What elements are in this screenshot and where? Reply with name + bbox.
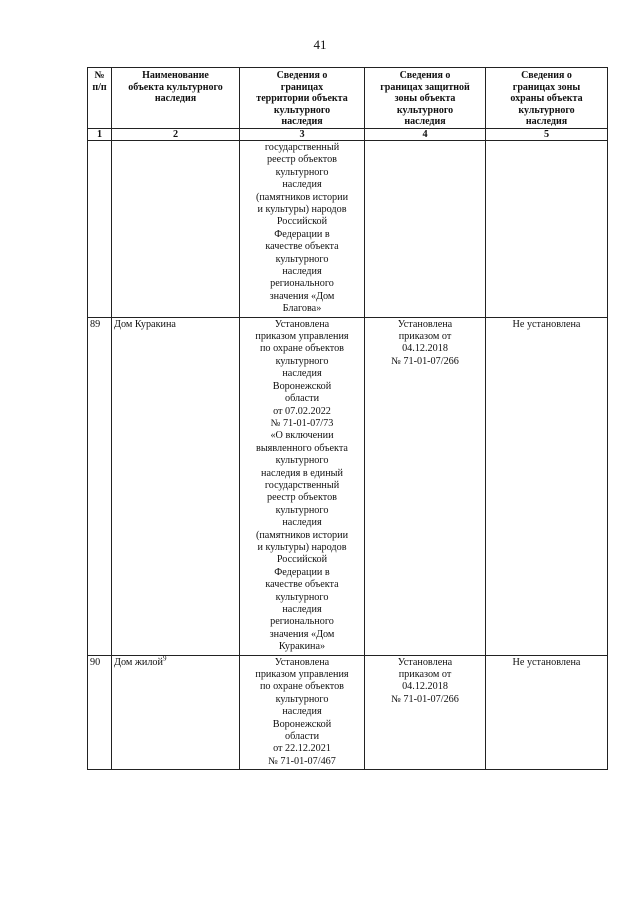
protective-zone-boundaries: [365, 140, 486, 317]
table-row: [88, 655, 608, 770]
object-name-text: Дом Куракина: [114, 318, 176, 330]
footnote-marker: 9: [162, 654, 167, 663]
row-number: [88, 140, 112, 317]
protective-zone-boundaries: Установлена приказом от 04.12.2018 № 71-01-07/266: [365, 655, 486, 770]
table-row: [88, 140, 608, 317]
territory-boundaries: государственный реестр объектов культурного наследия (памятников истории и культуры) народов Российской Федерации в качестве объекта культурного наследия регионального значения «Дом Благова»: [240, 140, 365, 317]
header-object-name: Наименование объекта культурного наследия: [112, 68, 240, 129]
column-number-row: [88, 128, 608, 140]
header-protective-zone-boundaries: Сведения о границах защитной зоны объекта культурного наследия: [365, 68, 486, 129]
object-name: [112, 140, 240, 317]
heritage-objects-table: [87, 67, 608, 770]
row-number: 90: [88, 655, 112, 770]
object-name-text: Дом жилой: [114, 656, 163, 668]
territory-boundaries: Установлена приказом управления по охране объектов культурного наследия Воронежской области от 07.02.2022 № 71-01-07/73 «О включении выявленного объекта культурного наследия в единый государственный реестр объектов культурного наследия (памятников истории и культуры) народов Российской Федерации в качестве объекта культурного наследия регионального значения «Дом Куракина»: [240, 317, 365, 655]
header-protection-zone-boundaries: Сведения о границах зоны охраны объекта культурного наследия: [486, 68, 608, 129]
protection-zone-boundaries: Не установлена: [486, 655, 608, 770]
column-number: 2: [112, 128, 240, 140]
table-header-row: [88, 68, 608, 129]
territory-boundaries: Установлена приказом управления по охране объектов культурного наследия Воронежской области от 22.12.2021 № 71-01-07/467: [240, 655, 365, 770]
row-number: 89: [88, 317, 112, 655]
page-number: 41: [313, 37, 327, 52]
protection-zone-boundaries: Не установлена: [486, 317, 608, 655]
column-number: 4: [365, 128, 486, 140]
protection-zone-boundaries: [486, 140, 608, 317]
header-territory-boundaries: Сведения о границах территории объекта культурного наследия: [240, 68, 365, 129]
table-row: [88, 317, 608, 655]
protective-zone-boundaries: Установлена приказом от 04.12.2018 № 71-01-07/266: [365, 317, 486, 655]
column-number: 1: [88, 128, 112, 140]
column-number: 3: [240, 128, 365, 140]
column-number: 5: [486, 128, 608, 140]
header-number: № п/п: [88, 68, 112, 129]
object-name: [112, 317, 240, 655]
object-name: [112, 655, 240, 770]
